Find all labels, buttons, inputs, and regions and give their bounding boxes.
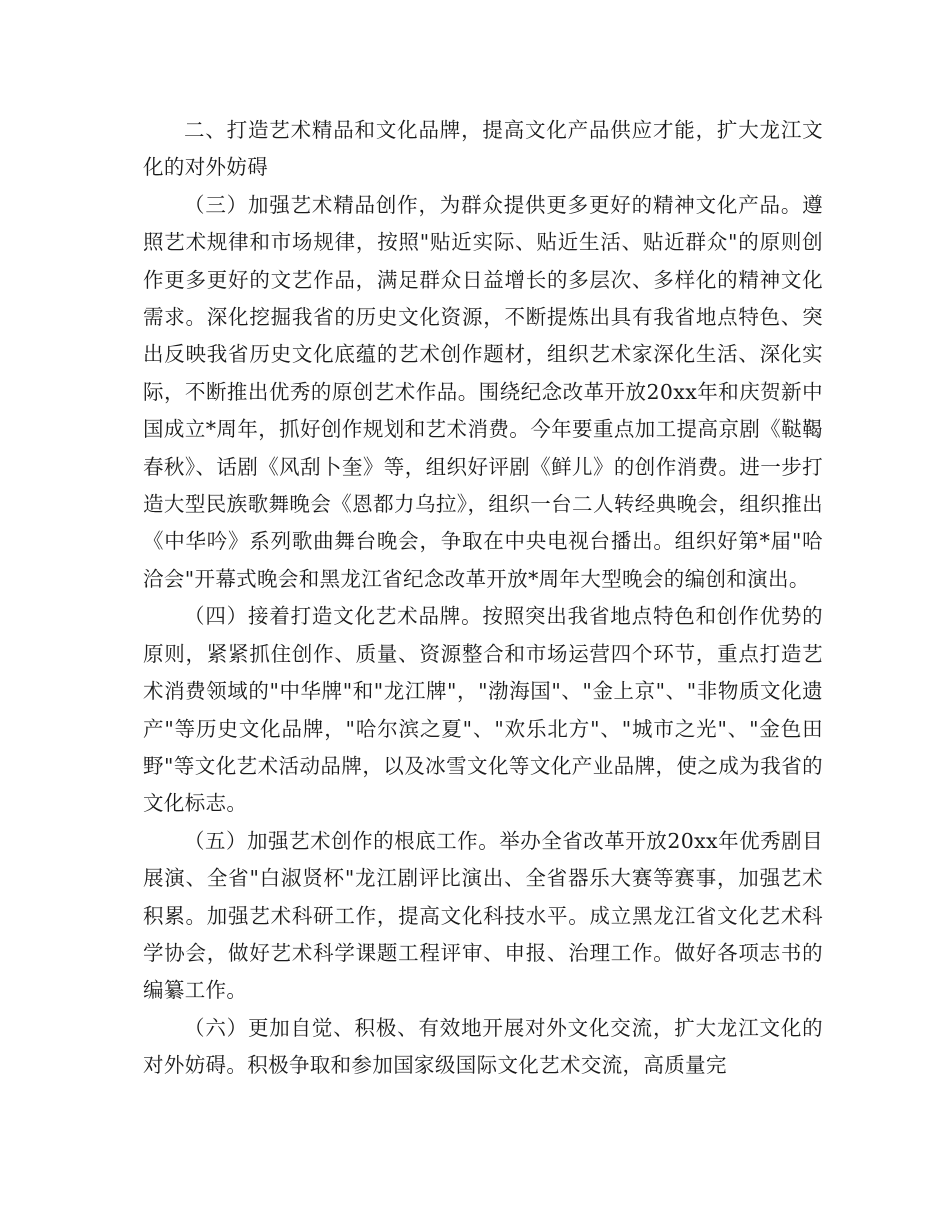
- section-heading: 二、打造艺术精品和文化品牌，提高文化产品供应才能，扩大龙江文化的对外妨碍: [143, 118, 823, 180]
- document-body: [143, 112, 823, 1085]
- paragraph-cultural-brands: （四）接着打造文化艺术品牌。按照突出我省地点特色和创作优势的原则，紧紧抓住创作、质量、资源整合和市场运营四个环节，重点打造艺术消费领域的"中华牌"和"龙江牌"，"渤海国"、"金上京"、"非物质文化遗产"等历史文化品牌，"哈尔滨之夏"、"欢乐北方"、"城市之光"、"金色田野"等文化艺术活动品牌，以及冰雪文化等文化产业品牌，使之成为我省的文化标志。: [143, 604, 823, 816]
- paragraph-foundation-work: （五）加强艺术创作的根底工作。举办全省改革开放20xx年优秀剧目展演、全省"白淑贤杯"龙江剧评比演出、全省器乐大赛等赛事，加强艺术积累。加强艺术科研工作，提高文化科技水平。成立黑龙江省文化艺术科学协会，做好艺术科学课题工程评审、申报、治理工作。做好各项志书的编纂工作。: [143, 828, 823, 1003]
- paragraph-art-creation: （三）加强艺术精品创作，为群众提供更多更好的精神文化产品。遵照艺术规律和市场规律，按照"贴近实际、贴近生活、贴近群众"的原则创作更多更好的文艺作品，满足群众日益增长的多层次、多样化的精神文化需求。深化挖掘我省的历史文化资源，不断提炼出具有我省地点特色、突出反映我省历史文化底蕴的艺术创作题材，组织艺术家深化生活、深化实际，不断推出优秀的原创艺术作品。围绕纪念改革开放20xx年和庆贺新中国成立*周年，抓好创作规划和艺术消费。今年要重点加工提高京剧《鞑鞨春秋》、话剧《风刮卜奎》等，组织好评剧《鲜儿》的创作消费。进一步打造大型民族歌舞晚会《恩都力乌拉》，组织一台二人转经典晚会，组织推出《中华吟》系列歌曲舞台晚会，争取在中央电视台播出。组织好第*届"哈洽会"开幕式晚会和黑龙江省纪念改革开放*周年大型晚会的编创和演出。: [143, 192, 823, 591]
- paragraph-cultural-exchange: （六）更加自觉、积极、有效地开展对外文化交流，扩大龙江文化的对外妨碍。积极争取和参加国家级国际文化艺术交流，高质量完: [143, 1015, 823, 1078]
